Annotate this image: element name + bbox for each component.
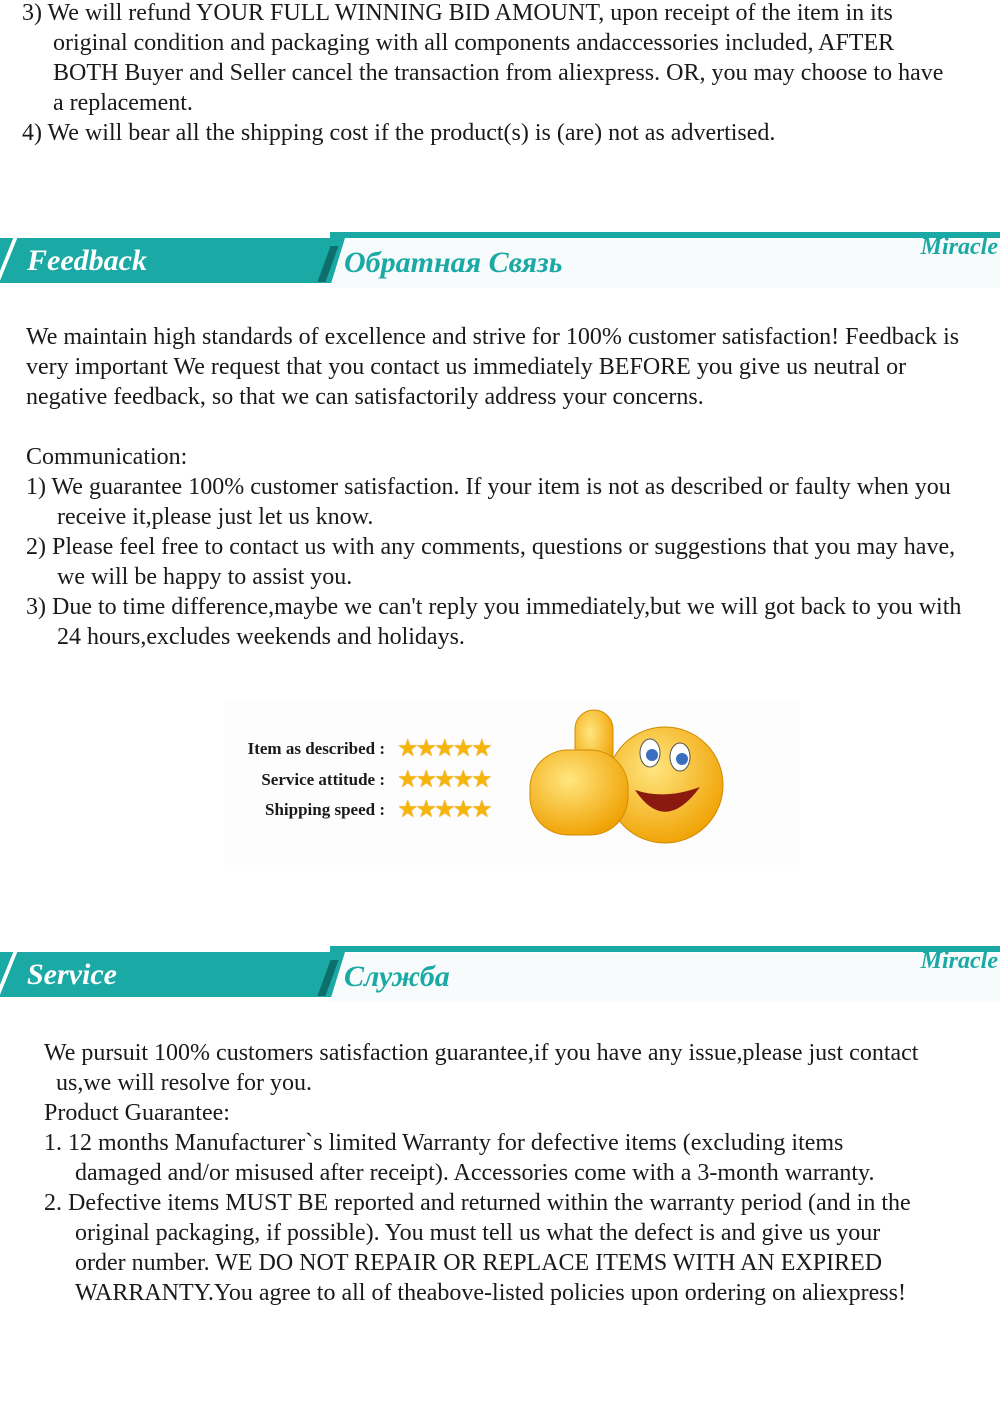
feedback-title-ru: Обратная Связь bbox=[344, 246, 563, 279]
star-icon: ★ bbox=[397, 767, 416, 793]
policy-item: 4) We will bear all the shipping cost if the product(s) is (are) not as advertised. bbox=[22, 120, 776, 146]
star-rating bbox=[397, 734, 490, 763]
rating-label: Item as described : bbox=[247, 739, 385, 758]
star-icon: ★ bbox=[415, 736, 435, 762]
service-title: Service bbox=[27, 958, 117, 991]
brand-logo: Miracle bbox=[920, 948, 998, 974]
service-section bbox=[44, 1038, 924, 1308]
communication-item: 3) Due to time difference,maybe we can't reply you immediately,but we will got back to you with 24 hours,excludes weekends and holidays. bbox=[26, 594, 962, 650]
star-icon: ★ bbox=[452, 767, 472, 793]
guarantee-item: 2. Defective items MUST BE reported and returned within the warranty period (and in the original packaging, if possible). You must tell us what the defect is and give us your order number. WE DO NOT REPAIR OR REPLACE ITEMS WITH AN EXPIRED WARRANTY.You agree to all of theabove-listed policies upon ordering on aliexpress! bbox=[44, 1190, 911, 1306]
feedback-intro: We maintain high standards of excellence and strive for 100% customer satisfaction! Feedback is very important We request that you contact us immediately BEFORE you give us neutral or negative feedback, so that we can satisfactorily address your concerns. bbox=[26, 324, 960, 410]
star-rating bbox=[397, 795, 490, 824]
star-icon: ★ bbox=[471, 797, 490, 823]
policy-item: 3) We will refund YOUR FULL WINNING BID AMOUNT, upon receipt of the item in its original condition and packaging with all components andaccessories included, AFTER BOTH Buyer and Seller cancel the transaction from aliexpress. OR, you may choose to have a replacement. bbox=[22, 0, 944, 116]
service-banner bbox=[0, 946, 1000, 1010]
service-intro: We pursuit 100% customers satisfaction guarantee,if you have any issue,please just contact us,we will resolve for you. bbox=[44, 1040, 919, 1096]
brand-logo: Miracle bbox=[920, 234, 998, 260]
star-icon: ★ bbox=[415, 797, 435, 823]
returns-policy bbox=[22, 0, 952, 148]
star-icon: ★ bbox=[471, 767, 490, 793]
star-icon: ★ bbox=[471, 736, 490, 762]
communication-item: 2) Please feel free to contact us with any comments, questions or suggestions that you may have, we will be happy to assist you. bbox=[26, 534, 956, 590]
star-icon: ★ bbox=[434, 797, 453, 823]
rating-label: Shipping speed : bbox=[265, 800, 385, 819]
service-title-ru: Служба bbox=[344, 960, 450, 993]
feedback-title: Feedback bbox=[27, 244, 147, 277]
rating-label: Service attitude : bbox=[261, 770, 385, 789]
star-rating bbox=[397, 765, 490, 794]
star-icon: ★ bbox=[434, 736, 453, 762]
thumbs-up-smiley-icon bbox=[525, 705, 730, 850]
communication-item: 1) We guarantee 100% customer satisfaction. If your item is not as described or faulty when you receive it,please just let us know. bbox=[26, 474, 951, 530]
feedback-banner bbox=[0, 232, 1000, 296]
communication-heading: Communication: bbox=[26, 444, 188, 470]
star-icon: ★ bbox=[415, 767, 435, 793]
guarantee-heading: Product Guarantee: bbox=[44, 1100, 230, 1126]
star-icon: ★ bbox=[434, 767, 453, 793]
star-icon: ★ bbox=[452, 797, 472, 823]
guarantee-item: 1. 12 months Manufacturer`s limited Warranty for defective items (excluding items damaged and/or misused after receipt). Accessories come with a 3-month warranty. bbox=[44, 1130, 875, 1186]
star-icon: ★ bbox=[397, 736, 416, 762]
feedback-section bbox=[26, 322, 966, 652]
star-icon: ★ bbox=[397, 797, 416, 823]
star-icon: ★ bbox=[452, 736, 472, 762]
rating-graphic bbox=[225, 700, 800, 865]
